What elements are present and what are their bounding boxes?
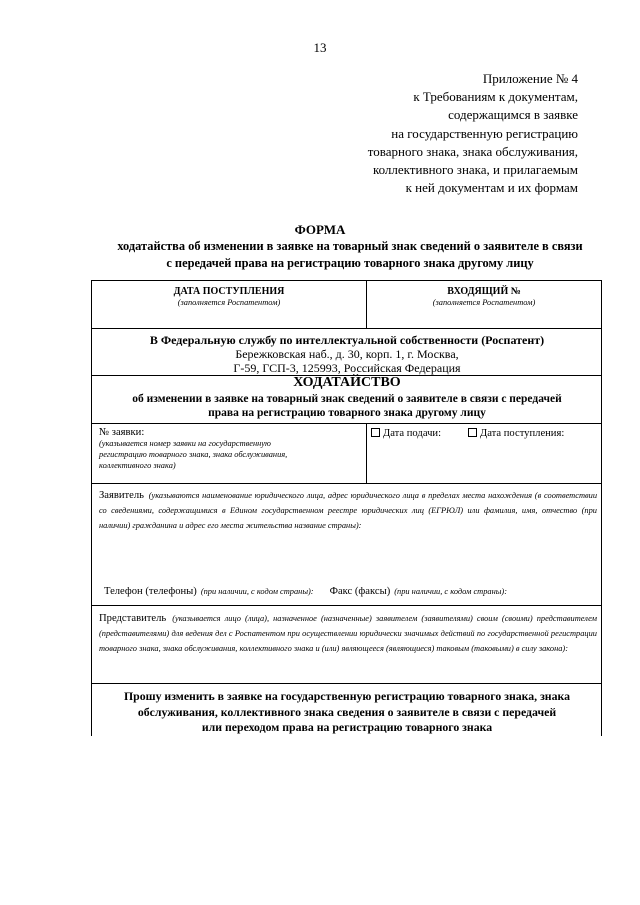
application-number-note <box>99 438 361 471</box>
receipt-date-label: ДАТА ПОСТУПЛЕНИЯ <box>173 286 285 297</box>
appendix-line: товарного знака, знака обслуживания, <box>367 143 578 159</box>
applicant-cell <box>99 487 597 532</box>
application-number-cell <box>99 427 361 471</box>
form-title: ФОРМА <box>294 222 346 237</box>
filing-date-checkbox-icon[interactable] <box>371 428 380 437</box>
incoming-number-label: ВХОДЯЩИЙ № <box>447 286 521 297</box>
representative-cell <box>99 610 597 655</box>
rospatent-address-line: Бережковская наб., д. 30, корп. 1, г. Москва, <box>235 347 459 361</box>
receipt-date-field[interactable] <box>468 428 564 439</box>
row-divider <box>91 423 602 424</box>
row-divider <box>91 605 602 606</box>
petition-title: ХОДАТАЙСТВО <box>293 375 401 390</box>
appendix-line: Приложение № 4 <box>482 71 578 86</box>
petition-subtitle-line: об изменении в заявке на товарный знак сведений о заявителе в связи с передачей <box>132 393 562 405</box>
rospatent-address-line: Г-59, ГСП-3, 125993, Российская Федерация <box>233 361 461 375</box>
page-number: 13 <box>313 40 327 55</box>
appendix-line: коллективного знака, и прилагаемым <box>372 162 578 178</box>
form-subtitle-line: ходатайства об изменении в заявке на товарный знак сведений о заявителе в связи <box>117 239 583 253</box>
request-text <box>92 689 602 736</box>
fax-note: (при наличии, с кодом страны): <box>394 587 507 596</box>
petition-subtitle <box>92 392 602 420</box>
table-border-top <box>91 280 602 281</box>
appendix-line: к Требованиям к документам, <box>413 89 578 105</box>
fax-label: Факс (факсы) <box>329 586 391 597</box>
representative-label: Представитель <box>99 613 167 624</box>
note-line: коллективного знака) <box>99 461 176 470</box>
form-subtitle-line: с передачей права на регистрацию товарного знака другому лицу <box>166 255 534 270</box>
note-line: регистрацию товарного знака, знака обслуживания, <box>99 450 288 459</box>
phone-label: Телефон (телефоны) <box>104 586 197 597</box>
petition-subtitle-line: права на регистрацию товарного знака другому лицу <box>208 407 486 419</box>
incoming-number-note: (заполняется Роспатентом) <box>432 298 536 307</box>
col-divider <box>366 423 367 483</box>
appendix-caption <box>330 70 578 197</box>
row-divider <box>91 683 602 684</box>
filing-date-field[interactable] <box>371 428 441 439</box>
request-line: обслуживания, коллективного знака сведения о заявителе в связи с передачей <box>137 704 557 719</box>
note-line: (указывается номер заявки на государственную <box>99 439 271 448</box>
row-divider <box>91 328 602 329</box>
request-line: Прошу изменить в заявке на государственную регистрацию товарного знака, знака <box>123 689 571 703</box>
receipt-date-note: (заполняется Роспатентом) <box>177 298 281 307</box>
receipt-date-field-label: Дата поступления: <box>480 428 565 439</box>
application-number-label: № заявки: <box>99 427 145 438</box>
receipt-date-checkbox-icon[interactable] <box>468 428 477 437</box>
representative-note: (указывается лицо (лица), назначенное (назначенные) заявителем (заявителями) своим (своими) представителем (представителями) для ведения дел с Роспатентом при осуществлении юридически значимых действий по государственной регистрации товарного знака, знака обслуживания, коллективного знака и (или) являющееся (являющиеся) таковым (таковыми) в силу закона): <box>99 614 598 653</box>
appendix-line: содержащимся в заявке <box>448 107 578 123</box>
phone-fax-line <box>104 581 507 599</box>
row-divider <box>91 483 602 484</box>
appendix-line: на государственную регистрацию <box>391 125 578 141</box>
rospatent-address-block <box>92 333 602 375</box>
rospatent-name: В Федеральную службу по интеллектуальной собственности (Роспатент) <box>149 333 545 347</box>
appendix-line: к ней документам и их формам <box>405 180 578 196</box>
applicant-note: (указываются наименование юридического лица, адрес юридического лица в пределах места нахождения (в соответствии со сведениями, содержащимися в Едином государственном реестре юридических лиц (ЕГРЮЛ) или фамилия, имя, отчество (при наличии) гражданина и адрес его места жительства название страны): <box>99 491 598 530</box>
form-subtitle <box>70 238 630 271</box>
applicant-label: Заявитель <box>99 490 145 501</box>
filing-date-label: Дата подачи: <box>383 428 442 439</box>
phone-note: (при наличии, с кодом страны): <box>200 587 314 596</box>
request-line: или переходом права на регистрацию товарного знака <box>201 720 493 734</box>
